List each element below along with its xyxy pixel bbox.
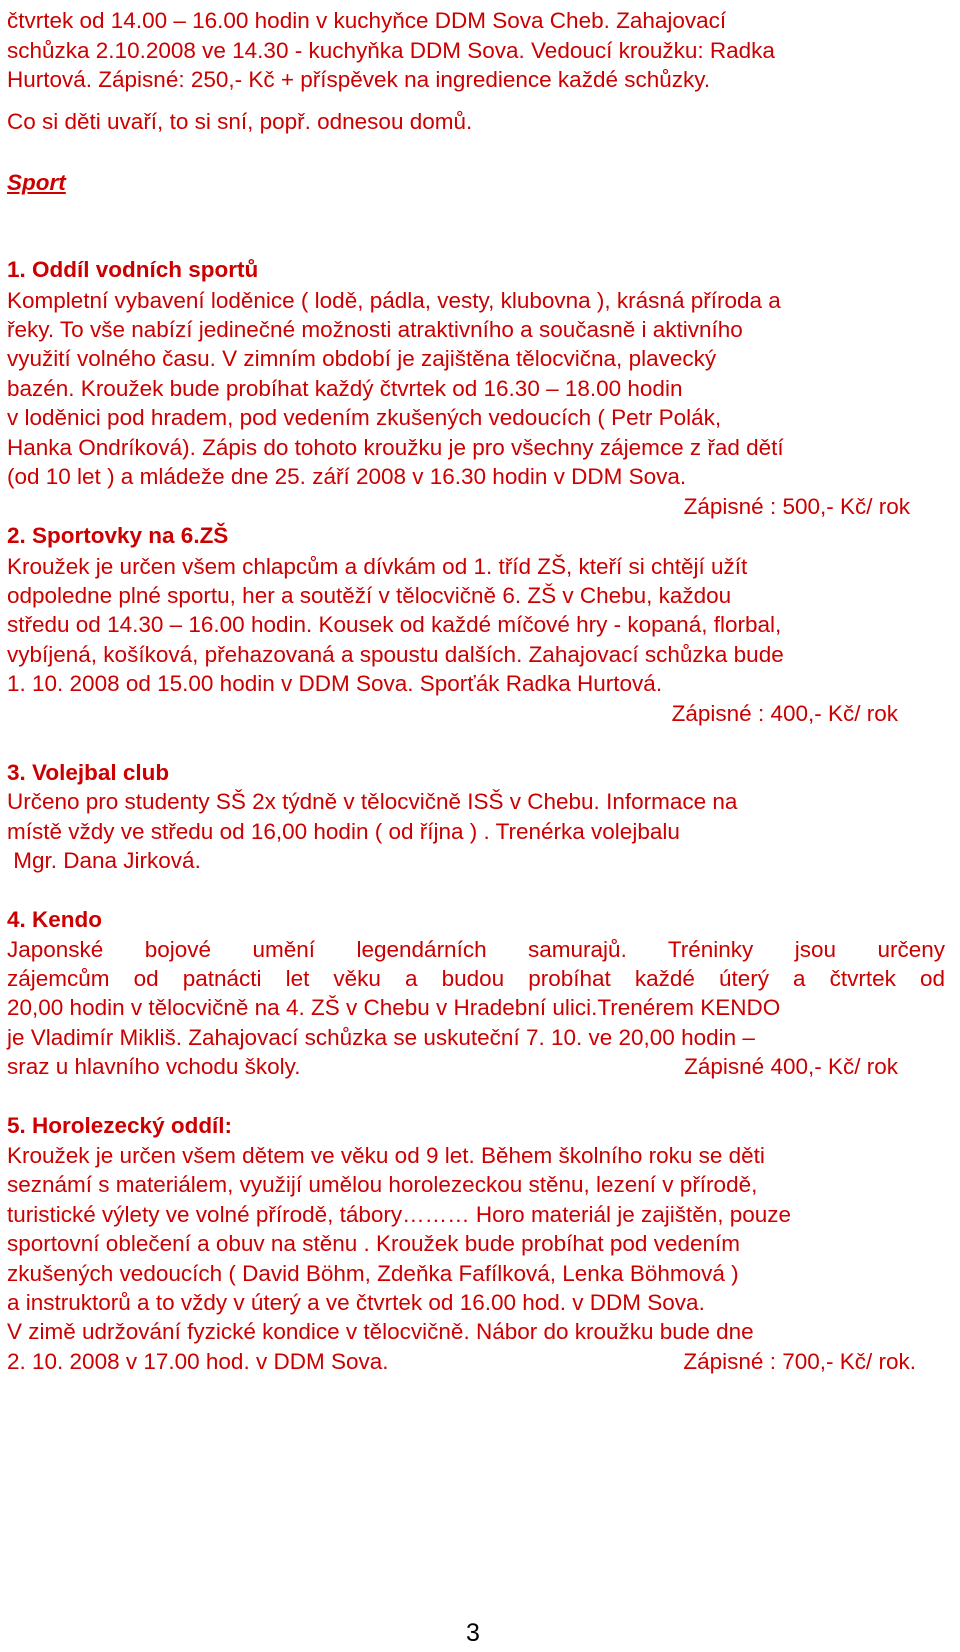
item-heading-water-sports: 1. Oddíl vodních sportů bbox=[7, 257, 259, 282]
item-line: místě vždy ve středu od 16,00 hodin ( od října ) . Trenérka volejbalu bbox=[7, 819, 680, 844]
item-line: V zimě udržování fyzické kondice v tělocvičně. Nábor do kroužku bude dne bbox=[7, 1319, 754, 1344]
item-line: 1. 10. 2008 od 15.00 hodin v DDM Sova. Sporťák Radka Hurtová. bbox=[7, 671, 663, 696]
intro-line: Hurtová. Zápisné: 250,- Kč + příspěvek na ingredience každé schůzky. bbox=[7, 67, 711, 92]
item-line: je Vladimír Mikliš. Zahajovací schůzka se uskuteční 7. 10. ve 20,00 hodin – bbox=[7, 1025, 755, 1050]
item-line: Kompletní vybavení loděnice ( lodě, pádla, vesty, klubovna ), krásná příroda a bbox=[7, 288, 781, 313]
item-heading-sportovky: 2. Sportovky na 6.ZŠ bbox=[7, 523, 229, 548]
item-line: zkušených vedoucích ( David Böhm, Zdeňka Fafílková, Lenka Böhmová ) bbox=[7, 1261, 739, 1286]
item-line: odpoledne plné sportu, her a soutěží v tělocvičně 6. ZŠ v Chebu, každou bbox=[7, 583, 732, 608]
item-fee: Zápisné : 500,- Kč/ rok bbox=[683, 494, 910, 519]
item-fee: Zápisné : 400,- Kč/ rok bbox=[671, 701, 898, 726]
item-fee: Zápisné : 700,- Kč/ rok. bbox=[683, 1349, 916, 1374]
item-line: 20,00 hodin v tělocvičně na 4. ZŠ v Chebu v Hradební ulici.Trenérem KENDO bbox=[7, 995, 781, 1020]
item-line: Japonské bojové umění legendárních samurajů. Tréninky jsou určeny bbox=[7, 937, 945, 962]
intro-line: čtvrtek od 14.00 – 16.00 hodin v kuchyňce DDM Sova Cheb. Zahajovací bbox=[7, 8, 727, 33]
item-heading-kendo: 4. Kendo bbox=[7, 907, 103, 932]
item-line: sraz u hlavního vchodu školy. bbox=[7, 1054, 301, 1079]
item-line: řeky. To vše nabízí jedinečné možnosti atraktivního a současně i aktivního bbox=[7, 317, 743, 342]
item-line: Kroužek je určen všem dětem ve věku od 9 let. Během školního roku se děti bbox=[7, 1143, 765, 1168]
item-line: Určeno pro studenty SŠ 2x týdně v tělocvičně ISŠ v Chebu. Informace na bbox=[7, 789, 738, 814]
item-line: 2. 10. 2008 v 17.00 hod. v DDM Sova. bbox=[7, 1349, 389, 1374]
item-line: bazén. Kroužek bude probíhat každý čtvrtek od 16.30 – 18.00 hodin bbox=[7, 376, 683, 401]
item-heading-horolezecky: 5. Horolezecký oddíl: bbox=[7, 1113, 233, 1138]
item-line: Kroužek je určen všem chlapcům a dívkám od 1. tříd ZŠ, kteří si chtějí užít bbox=[7, 554, 748, 579]
item-line: vybíjená, košíková, přehazovaná a spoustu dalších. Zahajovací schůzka bude bbox=[7, 642, 784, 667]
section-heading-sport: Sport bbox=[7, 170, 66, 195]
item-line: středu od 14.30 – 16.00 hodin. Kousek od každé míčové hry - kopaná, florbal, bbox=[7, 612, 782, 637]
item-line: seznámí s materiálem, využijí umělou horolezeckou stěnu, lezení v přírodě, bbox=[7, 1172, 758, 1197]
item-line: v loděnici pod hradem, pod vedením zkušených vedoucích ( Petr Polák, bbox=[7, 405, 722, 430]
item-line: Hanka Ondríková). Zápis do tohoto kroužku je pro všechny zájemce z řad dětí bbox=[7, 435, 784, 460]
item-line: (od 10 let ) a mládeže dne 25. září 2008 v 16.30 hodin v DDM Sova. bbox=[7, 464, 687, 489]
item-line: zájemcům od patnácti let věku a budou probíhat každé úterý a čtvrtek od bbox=[7, 966, 945, 991]
page-number: 3 bbox=[466, 1619, 480, 1647]
item-line: turistické výlety ve volné přírodě, tábory……… Horo materiál je zajištěn, pouze bbox=[7, 1202, 792, 1227]
item-line: využití volného času. V zimním období je zajištěna tělocvična, plavecký bbox=[7, 346, 717, 371]
item-line: Mgr. Dana Jirková. bbox=[7, 848, 201, 873]
item-fee: Zápisné 400,- Kč/ rok bbox=[684, 1054, 898, 1079]
item-line: a instruktorů a to vždy v úterý a ve čtvrtek od 16.00 hod. v DDM Sova. bbox=[7, 1290, 705, 1315]
intro-line: Co si děti uvaří, to si sní, popř. odnesou domů. bbox=[7, 109, 473, 134]
item-line: sportovní oblečení a obuv na stěnu . Kroužek bude probíhat pod vedením bbox=[7, 1231, 740, 1256]
item-heading-volejbal: 3. Volejbal club bbox=[7, 760, 170, 785]
intro-line: schůzka 2.10.2008 ve 14.30 - kuchyňka DDM Sova. Vedoucí kroužku: Radka bbox=[7, 38, 775, 63]
